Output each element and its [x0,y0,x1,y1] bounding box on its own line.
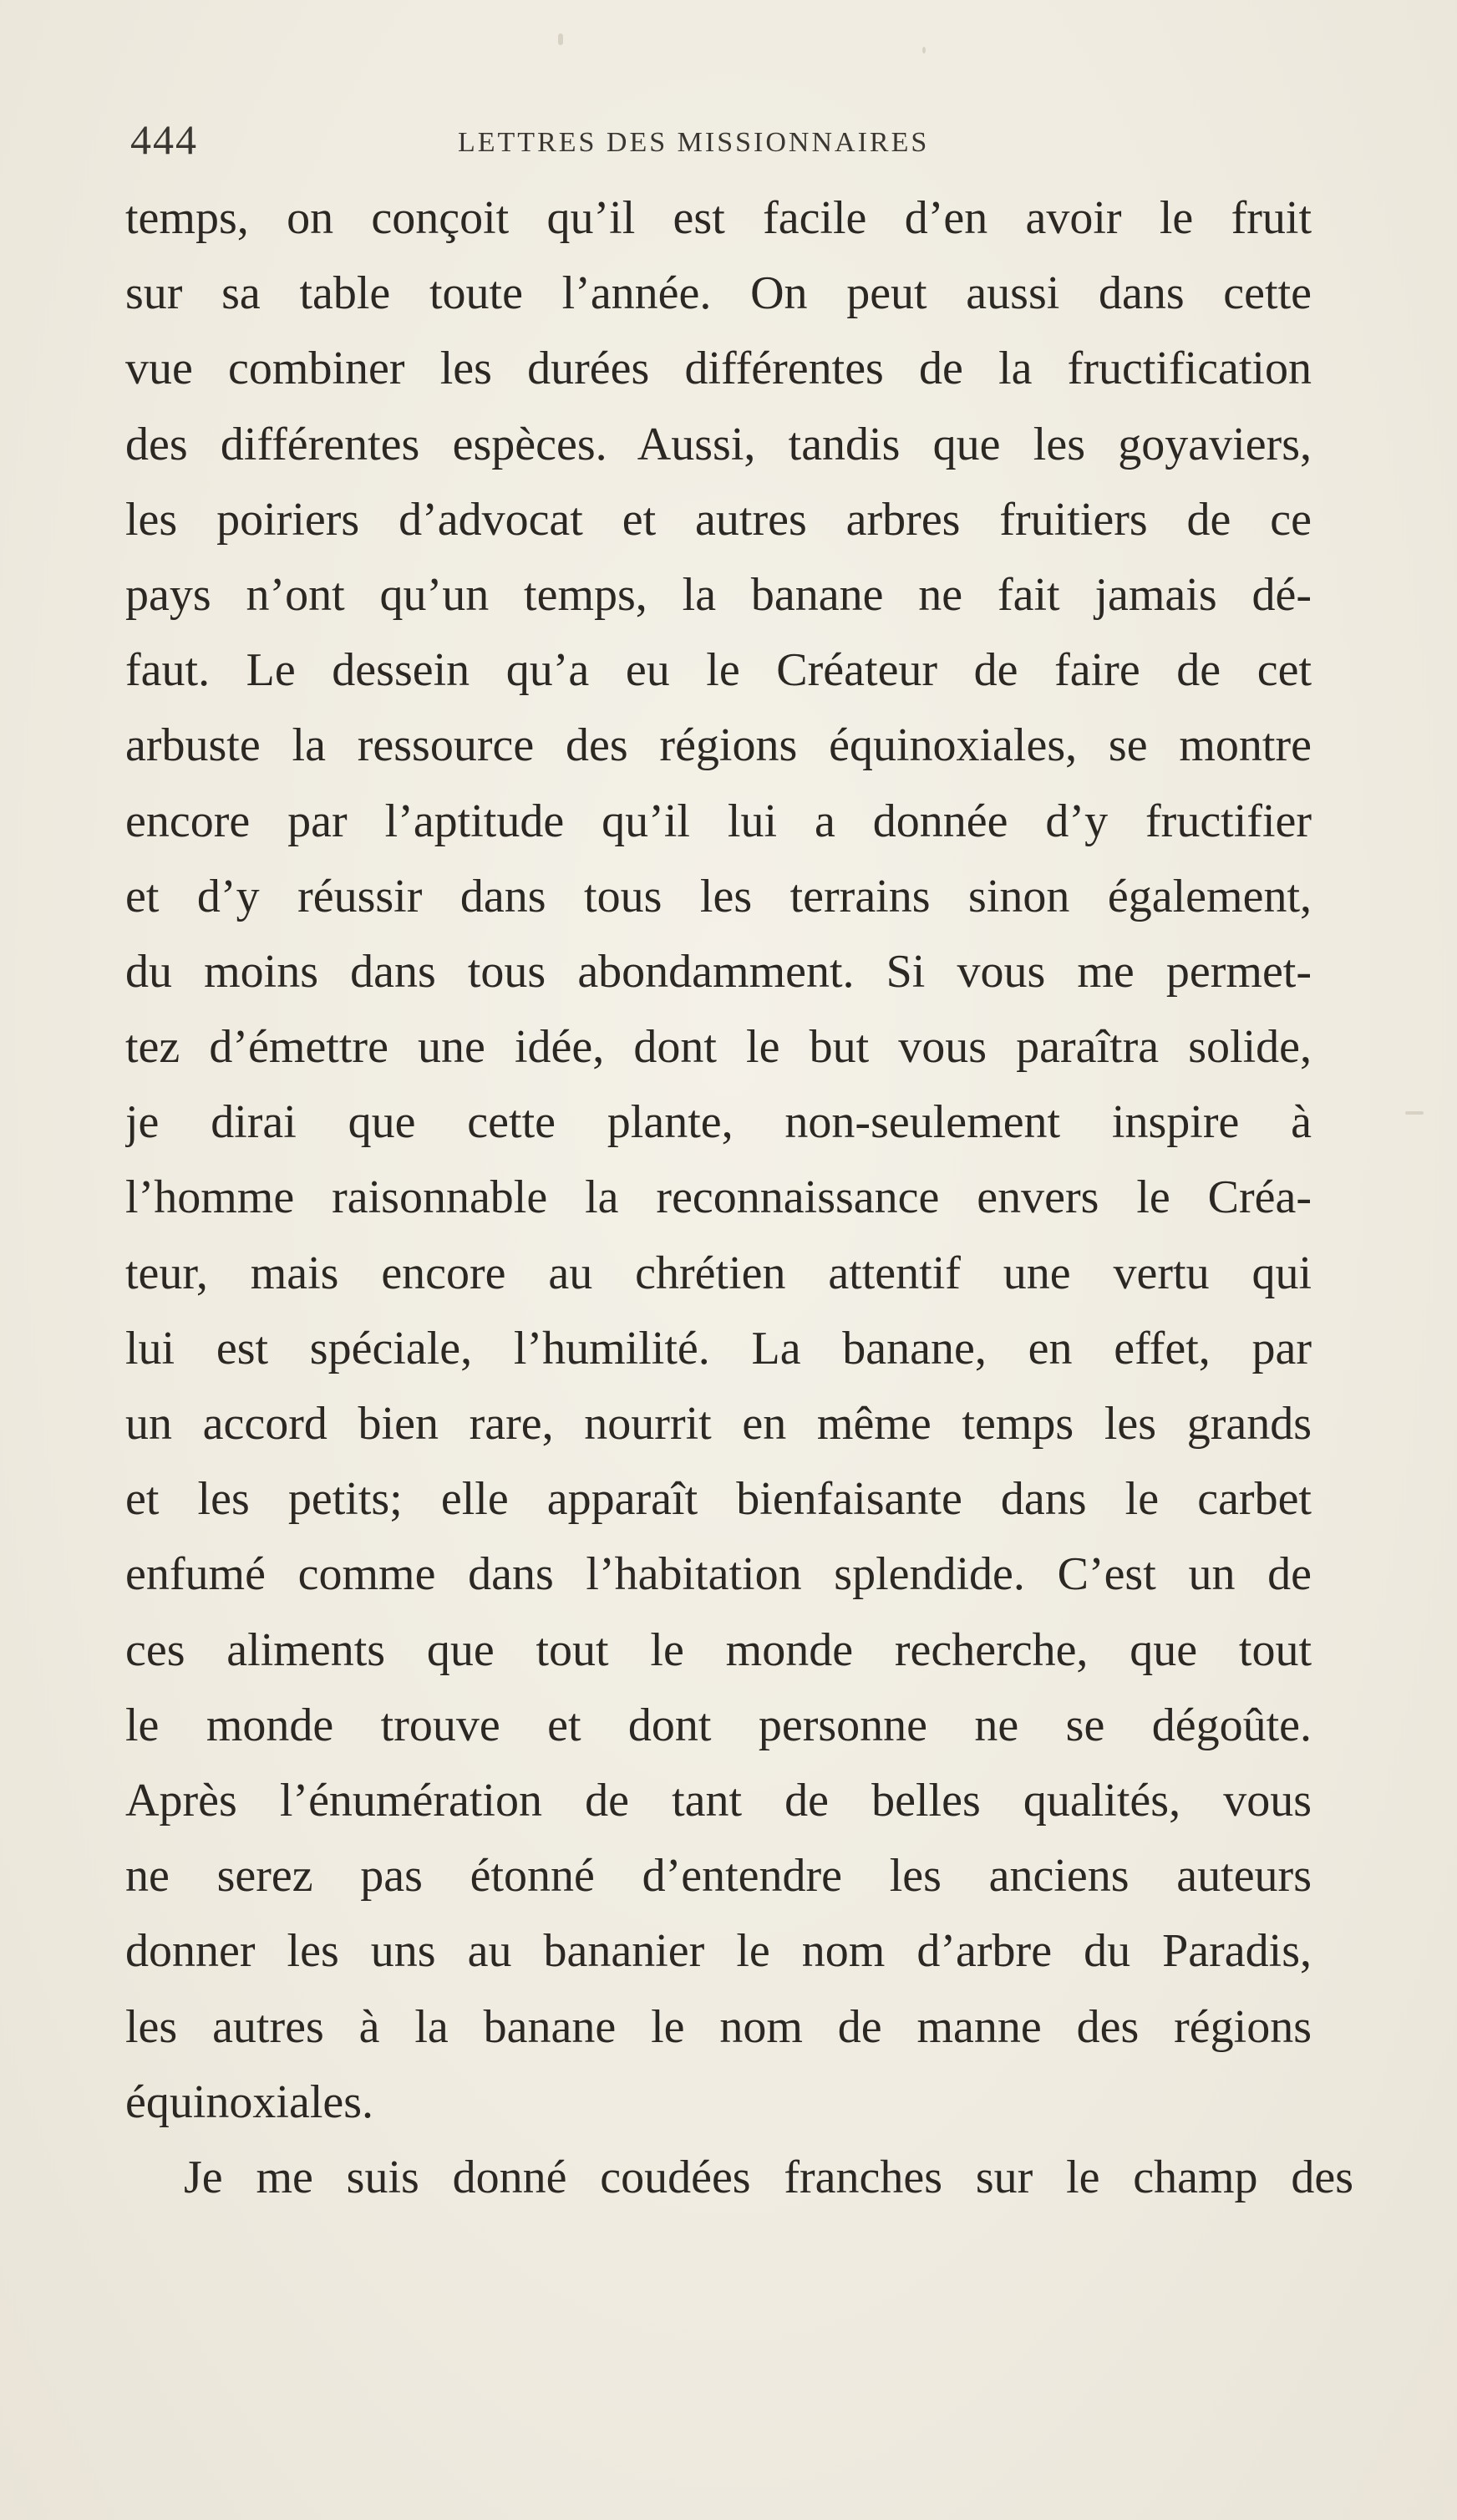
body-text [125,180,1353,2215]
text-line: l’homme raisonnable la reconnaissance envers le Créa- [125,1171,1312,1224]
text-line: ne serez pas étonné d’entendre les anciens auteurs [125,1850,1312,1903]
text-line: donner les uns au bananier le nom d’arbre du Paradis, [125,1925,1312,1978]
running-title: LETTRES DES MISSIONNAIRES [458,127,930,158]
paper-speck [558,33,563,45]
text-line: sur sa table toute l’année. On peut aussi dans cette [125,267,1312,320]
text-line: les poiriers d’advocat et autres arbres fruitiers de ce [125,493,1312,546]
text-line: pays n’ont qu’un temps, la banane ne fait jamais dé- [125,568,1312,621]
text-line: teur, mais encore au chrétien attentif une vertu qui [125,1247,1312,1299]
text-line: vue combiner les durées différentes de la fructification [125,343,1312,395]
text-line: enfumé comme dans l’habitation splendide. C’est un de [125,1548,1312,1601]
text-line: les autres à la banane le nom de manne des régions [125,2000,1312,2053]
page-header [125,115,1312,174]
text-line: du moins dans tous abondamment. Si vous me permet- [125,945,1312,998]
paper-speck [922,47,926,53]
paper-speck [1405,1111,1424,1115]
text-line: arbuste la ressource des régions équinoxiales, se montre [125,719,1312,772]
text-line: je dirai que cette plante, non-seulement inspire à [125,1096,1312,1149]
text-line: des différentes espèces. Aussi, tandis que les goyaviers, [125,418,1312,470]
text-line: et d’y réussir dans tous les terrains sinon également, [125,870,1312,922]
text-line: lui est spéciale, l’humilité. La banane, en effet, par [125,1322,1312,1374]
text-line: encore par l’aptitude qu’il lui a donnée d’y fructifier [125,795,1312,847]
text-line: le monde trouve et dont personne ne se dégoûte. [125,1699,1312,1751]
text-line: ces aliments que tout le monde recherche, que tout [125,1623,1312,1676]
text-line: Après l’énumération de tant de belles qualités, vous [125,1774,1312,1826]
text-line: tez d’émettre une idée, dont le but vous paraîtra solide, [125,1021,1312,1074]
text-line: temps, on conçoit qu’il est facile d’en avoir le fruit [125,192,1312,244]
paragraph-end-line: équinoxiales. [125,2075,374,2128]
text-line: faut. Le dessein qu’a eu le Créateur de faire de cet [125,644,1312,697]
page-number: 444 [130,116,198,163]
text-line: un accord bien rare, nourrit en même temps les grands [125,1398,1312,1450]
text-line: et les petits; elle apparaît bienfaisante dans le carbet [125,1473,1312,1526]
paragraph-start-line: Je me suis donné coudées franches sur le champ des [184,2151,1353,2203]
